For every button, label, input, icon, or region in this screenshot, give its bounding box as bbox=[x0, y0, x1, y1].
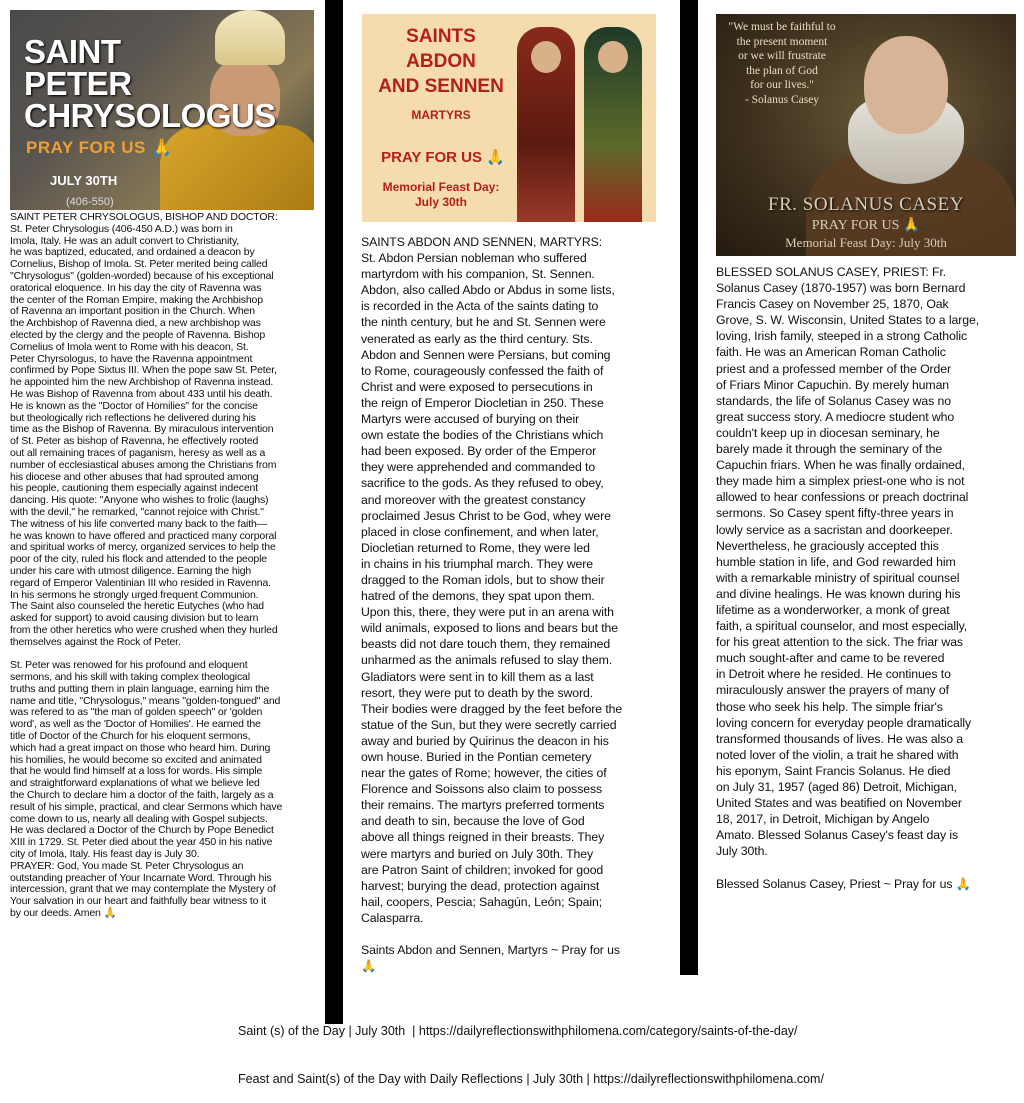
text-line: are Patron Saint of children; invoked for good bbox=[361, 862, 604, 877]
text-line: Solanus Casey (1870-1957) was born Bernard bbox=[716, 281, 966, 296]
text-line: and death to sin, because the love of God bbox=[361, 814, 585, 829]
text-line: barely made it through the seminary of the bbox=[716, 442, 943, 457]
text-line: XIII in 1729. St. Peter died about the year 450 in his native bbox=[10, 836, 273, 849]
text-line: Saints Abdon and Sennen, Martyrs ~ Pray for us bbox=[361, 943, 620, 958]
text-line: Amato. Blessed Solanus Casey's feast day is bbox=[716, 828, 959, 843]
column-divider-left bbox=[325, 0, 343, 1024]
text-line: transformed thousands of lives. He was also a bbox=[716, 731, 964, 746]
text-line: St. Peter Chrysologus (406-450 A.D.) was born in bbox=[10, 222, 233, 235]
text-line: statue of the Sun, but they were secretly carried bbox=[361, 717, 617, 732]
text-line: those who seek his help. The simple friar's bbox=[716, 699, 943, 714]
text-line: sermons. So Casey spent fifty-three years in bbox=[716, 506, 954, 521]
text-line: he was known to have offered and practiced many corporal bbox=[10, 529, 277, 542]
text-line: dragged to the Roman idols, but to show their bbox=[361, 572, 605, 587]
text-line: 🙏 bbox=[361, 959, 377, 974]
text-line: Gladiators were sent in to kill them as a last bbox=[361, 669, 594, 684]
text-line: He is known as the "Doctor of Homilies" for the concise bbox=[10, 399, 258, 412]
saint-figure-abdon bbox=[517, 27, 575, 222]
text-line: humble station in life, and God rewarded him bbox=[716, 554, 956, 569]
text-line: dancing. His quote: "Anyone who wishes to frolic (laughs) bbox=[10, 494, 269, 507]
text-line: Their bodies were dragged by the feet before the bbox=[361, 701, 623, 716]
chrysologus-image bbox=[10, 10, 314, 210]
text-line: The Saint also counseled the heretic Eutyches (who had bbox=[10, 600, 264, 613]
text-line: martyrdom with his companion, St. Sennen. bbox=[361, 267, 595, 282]
text-line: were martyrs and buried on July 30th. They bbox=[361, 846, 594, 861]
image-name-title: FR. SOLANUS CASEY bbox=[768, 194, 964, 215]
text-line: outstanding preacher of Your Incarnate Word. Through his bbox=[10, 871, 272, 884]
text-line: of Friars Minor Capuchin. By merely human bbox=[716, 377, 950, 392]
text-line: Francis Casey on November 25, 1870, Oak bbox=[716, 297, 949, 312]
text-line: name and title, "Chrysologus," means "golden-tongued" and bbox=[10, 694, 281, 707]
text-line: with the devil," he remarked, "cannot rejoice with Christ." bbox=[10, 505, 264, 518]
text-line: unharmed as the animals refused to slay them. bbox=[361, 653, 613, 668]
text-line: own estate the bodies of the Christians which bbox=[361, 428, 604, 443]
text-line: time as the Bishop of Ravenna. By miraculous intervention bbox=[10, 423, 274, 436]
text-line bbox=[361, 926, 622, 942]
text-line: He was declared a Doctor of the Church by Pope Benedict bbox=[10, 824, 274, 837]
text-line: great success story. A mediocre student who bbox=[716, 409, 955, 424]
image-title: SAINT PETER CHRYSOLOGUS bbox=[24, 33, 276, 134]
text-line: sermons, and his skill with taking complex theological bbox=[10, 671, 250, 684]
text-line: The witness of his life converted many back to the faith— bbox=[10, 517, 267, 530]
text-line: Christ and were exposed to persecutions in bbox=[361, 379, 593, 394]
text-line: harvest; burying the dead, protection against bbox=[361, 878, 600, 893]
text-line: title of Doctor of the Church for his eloquent sermons, bbox=[10, 730, 251, 743]
feast-date-label: JULY 30TH bbox=[50, 173, 118, 188]
text-line: venerated as early as the third century. Sts. bbox=[361, 331, 593, 346]
text-line: faith. He was an American Roman Catholic bbox=[716, 345, 946, 360]
text-line: Cornelius, Bishop of Imola. St. Peter merited being called bbox=[10, 258, 268, 271]
text-line: confirmed by Pope Sixtus III. When the pope saw St. Peter, bbox=[10, 364, 277, 377]
text-line: PRAYER: God, You made St. Peter Chrysologus an bbox=[10, 859, 244, 872]
text-line: word', as well as the 'Doctor of Homilies'. He earned the bbox=[10, 718, 261, 731]
text-line: under his care with utmost diligence. Earning the high bbox=[10, 564, 252, 577]
text-line: priest and a professed member of the Order bbox=[716, 361, 952, 376]
text-line: allowed to hear confessions or preach doctrinal bbox=[716, 490, 969, 505]
text-line: SAINTS ABDON AND SENNEN, MARTYRS: bbox=[361, 235, 603, 249]
text-line: loving, Irish family, steeped in a strong Catholic bbox=[716, 329, 968, 344]
solanus-casey-text bbox=[716, 264, 979, 892]
footer-line-saints-of-day[interactable]: Saint (s) of the Day | July 30th | https://dailyreflectionswithphilomena.com/category/saints-of-the-day/ bbox=[238, 1024, 798, 1038]
feast-day-label: Memorial Feast Day: July 30th bbox=[382, 180, 500, 209]
text-line: he was baptized, educated, and ordained a deacon by bbox=[10, 246, 255, 259]
text-line: by our deeds. Amen 🙏 bbox=[10, 907, 117, 920]
text-line: which had a great impact on those who heard him. During bbox=[10, 741, 271, 754]
text-line: couldn't keep up in diocesan seminary, he bbox=[716, 425, 940, 440]
text-line: his people, cautioning them especially against indecent bbox=[10, 482, 259, 495]
text-line: of St. Peter as bishop of Ravenna, he effectively rooted bbox=[10, 435, 259, 448]
text-line: Florence and Soissons also claim to possess bbox=[361, 782, 603, 797]
text-line: Peter Chyrsologus, to have the Ravenna appointment bbox=[10, 352, 253, 365]
text-line: placed in close confinement, and when later, bbox=[361, 524, 599, 539]
text-line: poor of the city, ruled his flock and attended to the people bbox=[10, 553, 267, 566]
text-line: Cornelius of Imola went to Rome with his deacon, St. bbox=[10, 340, 249, 353]
text-line: on July 31, 1957 (aged 86) Detroit, Michigan, bbox=[716, 780, 957, 794]
text-line: and divine healings. He was known during his bbox=[716, 586, 961, 601]
text-line: to Rome, courageously confessed the faith of bbox=[361, 363, 604, 378]
martyrs-label: MARTYRS bbox=[411, 108, 471, 122]
text-line: away and buried by Quirinus the deacon in his bbox=[361, 733, 609, 748]
abdon-sennen-image bbox=[362, 14, 656, 222]
text-line: was refered to as "the man of golden speech" or 'golden bbox=[10, 706, 263, 719]
text-line: Upon this, there, they were put in an arena with bbox=[361, 605, 614, 620]
chrysologus-text bbox=[10, 212, 282, 920]
text-line: that he would find himself at a loss for words. His simple bbox=[10, 765, 263, 778]
text-line: their remains. The martyrs preferred torments bbox=[361, 798, 605, 813]
column-divider-right bbox=[680, 0, 698, 975]
text-line: but theologically rich reflections he delivered during his bbox=[10, 411, 256, 424]
text-line: result of his simple, practical, and clear Sermons which have bbox=[10, 800, 283, 813]
text-line: the center of the Roman Empire, making the Archbishop bbox=[10, 293, 263, 306]
text-line: number of ecclesiastical abuses among the Christians from bbox=[10, 458, 277, 471]
text-line: resort, they were put to death by the sword. bbox=[361, 685, 594, 700]
text-line: St. Abdon Persian nobleman who suffered bbox=[361, 251, 587, 266]
text-line: hatred of the demons, they spat upon them. bbox=[361, 589, 595, 604]
text-line: had been exposed. By order of the Emperor bbox=[361, 444, 597, 459]
text-line: St. Peter was renowed for his profound and eloquent bbox=[10, 659, 248, 672]
text-line: out all remaining traces of paganism, heresy as well as a bbox=[10, 446, 266, 459]
life-years-label: (406-550) bbox=[66, 196, 114, 208]
text-line: miraculously answer the prayers of many of bbox=[716, 683, 949, 698]
feast-day-label: Memorial Feast Day: July 30th bbox=[785, 235, 947, 250]
text-line: regard of Emperor Valentinian III who resided in Ravenna. bbox=[10, 576, 271, 589]
quote-text: "We must be faithful to the present moment or we will frustrate the plan of God for our lives." - Solanus Casey bbox=[728, 21, 836, 106]
text-line: hail, coopers, Pescia; Sahagún, León; Spain; bbox=[361, 894, 603, 909]
solanus-casey-image bbox=[716, 14, 1016, 256]
text-line: of Ravenna an important position in the Church. When bbox=[10, 305, 255, 318]
text-line: themselves against the Rock of Peter. bbox=[10, 635, 181, 648]
text-line: Martyrs were accused of burying on their bbox=[361, 412, 580, 427]
text-line: BLESSED SOLANUS CASEY, PRIEST: Fr. bbox=[716, 265, 947, 279]
text-line: asked for support) to avoid causing division but to learn bbox=[10, 612, 259, 625]
text-line: city of Imola, Italy. His feast day is July 30. bbox=[10, 848, 200, 861]
text-line: Grove, S. W. Wisconsin, United States to a large, bbox=[716, 313, 980, 328]
text-line: is recorded in the Acta of the saints dating to bbox=[361, 299, 599, 314]
text-line: noted lover of the violin, a trait he shared with bbox=[716, 747, 959, 762]
text-line: the Church to declare him a doctor of the faith, largely as a bbox=[10, 789, 274, 802]
text-line: 18, 2017, in Detroit, Michigan by Angelo bbox=[716, 812, 930, 827]
text-line: Abdon, also called Abdo or Abdus in some lists, bbox=[361, 283, 615, 298]
text-line: "Chrysologus" (golden-worded) because of his exceptional bbox=[10, 269, 274, 282]
text-line: much sought-after and came to be revered bbox=[716, 651, 945, 666]
text-line: in Detroit where he resided. He continues to bbox=[716, 667, 951, 682]
text-line: elected by the clergy and the people of Ravenna. Bishop bbox=[10, 328, 266, 341]
image-title: SAINTS ABDON AND SENNEN bbox=[378, 26, 504, 97]
text-line: they were apprehended and commanded to bbox=[361, 460, 596, 475]
text-line: In his sermons he strongly urged frequent Communion. bbox=[10, 588, 259, 601]
abdon-sennen-text bbox=[361, 234, 622, 974]
text-line: come down to us, nearly all dealing with Gospel subjects. bbox=[10, 812, 268, 825]
text-line: Blessed Solanus Casey, Priest ~ Pray for us 🙏 bbox=[716, 876, 971, 891]
text-line: and straightforward explanations of what we believe led bbox=[10, 777, 260, 790]
text-line: Calasparra. bbox=[361, 910, 424, 925]
text-line: the Archbishop of Ravenna died, a new archbishop was bbox=[10, 317, 261, 330]
text-line: Abdon and Sennen were Persians, but coming bbox=[361, 347, 611, 362]
vestment-shape bbox=[160, 125, 314, 210]
text-line: from the other heretics who were crushed when they hurled bbox=[10, 623, 278, 636]
text-line: intercession, grant that we may contemplate the Mystery of bbox=[10, 883, 276, 896]
text-line: the reign of Emperor Diocletian in 250. These bbox=[361, 395, 604, 410]
text-line: near the gates of Rome; however, the cities of bbox=[361, 766, 607, 781]
text-line: Diocletian returned to Rome, they were led bbox=[361, 540, 590, 555]
pray-for-us-label: PRAY FOR US 🙏 bbox=[381, 149, 505, 166]
text-line: Capuchin friars. When he was finally ordained, bbox=[716, 458, 965, 473]
saint-figure-sennen bbox=[584, 27, 642, 222]
text-line: July 30th. bbox=[716, 844, 768, 859]
text-line: standards, the life of Solanus Casey was no bbox=[716, 393, 951, 408]
text-line: wild animals, exposed to lions and bears but the bbox=[361, 621, 619, 636]
footer-links bbox=[238, 991, 824, 1103]
text-line: beasts did not dare touch them, they remained bbox=[361, 637, 611, 652]
text-line: he appointed him the new Archbishop of Ravenna instead. bbox=[10, 376, 274, 389]
text-line: Nevertheless, he graciously accepted this bbox=[716, 538, 939, 553]
text-line: his eponym, Saint Francis Solanus. He died bbox=[716, 763, 951, 778]
friar-face-shape bbox=[864, 36, 948, 134]
text-line: sacrifice to the gods. As they refused to obey, bbox=[361, 476, 604, 491]
text-line bbox=[716, 859, 979, 875]
text-line: and spiritual works of mercy, organized services to help the bbox=[10, 541, 276, 554]
text-line: his diocese and other abuses that had sprouted among bbox=[10, 470, 259, 483]
text-line: in chains in his triumphal march. They were bbox=[361, 556, 593, 571]
text-line: they made him a simplex priest-one who is not bbox=[716, 474, 965, 489]
text-line: lowly service as a sacristan and doorkeeper. bbox=[716, 522, 953, 537]
text-line: United States and was beatified on November bbox=[716, 796, 962, 811]
text-line: Your salvation in our heart and faithfully bear witness to it bbox=[10, 895, 267, 908]
text-line: faith, a spiritual counselor, and most especially, bbox=[716, 619, 968, 634]
text-line: with a remarkable ministry of spiritual counsel bbox=[716, 570, 960, 585]
text-line: lifetime as a wonderworker, a monk of great bbox=[716, 602, 950, 617]
pray-for-us-label: PRAY FOR US 🙏 bbox=[811, 218, 921, 233]
text-line: oratorical eloquence. In his day the city of Ravenna was bbox=[10, 281, 262, 294]
text-line: He was Bishop of Ravenna from about 433 until his death. bbox=[10, 387, 273, 400]
text-line: loving concern for everyday people dramatically bbox=[716, 715, 972, 730]
text-line: for his great attention to the sick. The friar was bbox=[716, 635, 963, 650]
text-line: and moreover with the greatest constancy bbox=[361, 492, 586, 507]
text-line: proclaimed Jesus Christ to be God, whey were bbox=[361, 508, 611, 523]
footer-line-feast-day[interactable]: Feast and Saint(s) of the Day with Daily Reflections | July 30th | https://dailyreflectionswithphilomena.com/ bbox=[238, 1072, 824, 1086]
text-line: truths and putting them in plain language, earning him the bbox=[10, 682, 270, 695]
text-line: above all things reigned in their breasts. They bbox=[361, 830, 605, 845]
pray-for-us-label: PRAY FOR US 🙏 bbox=[26, 138, 173, 157]
text-line: own house. Buried in the Pontian cemetery bbox=[361, 750, 592, 764]
text-line: SAINT PETER CHRYSOLOGUS, BISHOP AND DOCTOR: bbox=[10, 211, 278, 223]
text-line: his homilies, he would become so excited and animated bbox=[10, 753, 262, 766]
text-line: the ninth century, but he and St. Sennen were bbox=[361, 315, 606, 330]
text-line: Imola, Italy. He was an adult convert to Christianity, bbox=[10, 234, 240, 247]
